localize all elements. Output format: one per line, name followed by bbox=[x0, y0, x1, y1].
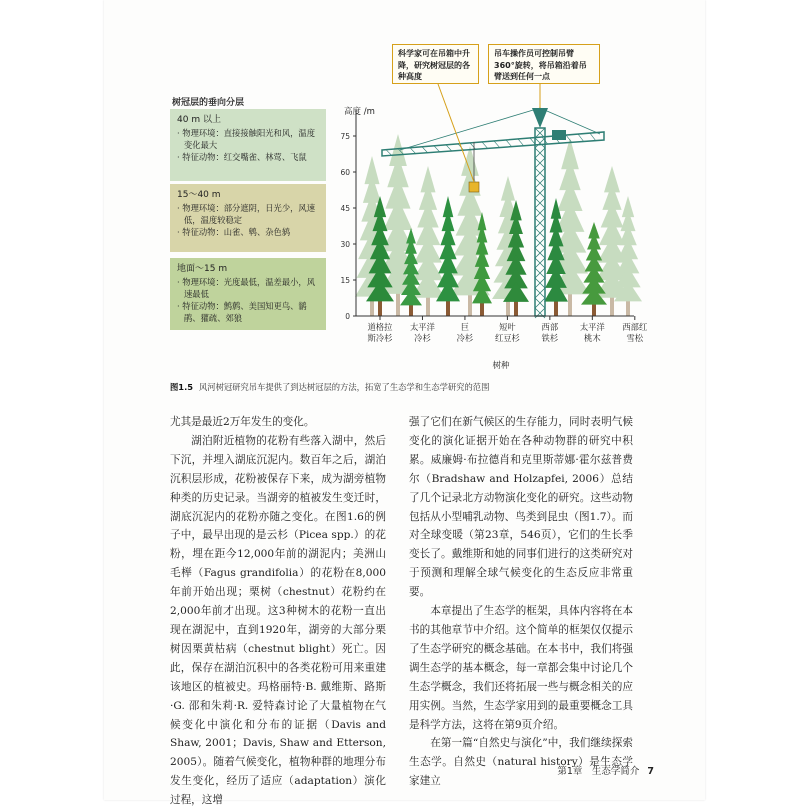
paragraph: 本章提出了生态学的框架，具体内容将在本书的其他章节中介绍。这个简单的框架仅仅提示了生态学研究的概念基础。在本书中，我们将强调生态学的基本概念，每一章都会集中讨论几个生态学概念，我们还将拓展一些与概念相关的应用实例。当然，生态学家用到的最重要概念工具是科学方法，这将在第9页介绍。 bbox=[409, 605, 633, 731]
layers-title: 树冠层的垂向分层 bbox=[172, 98, 245, 108]
crane-lattice bbox=[590, 133, 596, 141]
y-tick-label: 0 bbox=[345, 312, 350, 321]
x-tick-label bbox=[580, 322, 605, 343]
layer-top-line: · 特征动物：红交嘴雀、林莺、飞鼠 bbox=[177, 152, 307, 162]
layer-top-line: · 物理环境：直接接触阳光和风，温度变化最大 bbox=[177, 128, 316, 150]
paragraph: 强了它们在新气候区的生存能力，同时表明气候变化的演化证据开始在各种动物群的研究中积累。威廉姆·布拉德肖和克里斯蒂娜·霍尔兹普费尔（Bradshaw and Holzapfei, 2006）总结了几个记录北方动物演化变化的研究。这些动物包括从小型哺乳动物、鸟类到昆虫（图1.7）。而对全球变暖（第23章，546页），它们的生长季变长了。戴维斯和她的同事们进行的这类研究对于预测和理解全球气候变化的生态反应非常重要。 bbox=[409, 416, 633, 599]
x-tick-label bbox=[410, 322, 435, 343]
crane-lattice bbox=[470, 143, 476, 150]
crane-lattice bbox=[518, 139, 524, 146]
species-tree bbox=[436, 196, 460, 316]
layer-mid-title: 15～40 m bbox=[177, 190, 221, 200]
x-tick-label bbox=[457, 322, 474, 343]
y-tick-label: 60 bbox=[340, 168, 350, 177]
callout-box-right: 吊车操作员可控制吊臂360°旋转，将吊箱沿着吊臂送到任何一点 bbox=[488, 44, 600, 84]
x-tick-label-line: 斯冷杉 bbox=[367, 333, 393, 343]
crane-lattice bbox=[446, 145, 452, 152]
x-tick-label-line: 太平洋 bbox=[579, 322, 605, 332]
body-column-left bbox=[170, 413, 386, 810]
layer-bottom-line: · 特征动物：鹪鹩、美国知更鸟、鹟鹃、獾疏、郊狼 bbox=[177, 301, 307, 323]
x-tick-label bbox=[622, 322, 648, 343]
crane-lattice bbox=[578, 134, 584, 142]
x-tick-label-line: 太平洋 bbox=[410, 322, 435, 332]
layer-bottom-title: 地面～15 m bbox=[177, 264, 228, 274]
layer-mid-line: · 特征动物：山雀、鹎、杂色鸫 bbox=[177, 227, 291, 237]
x-tick-label-line: 西部红 bbox=[622, 322, 648, 332]
paragraph: 尤其是最近2万年发生的变化。 bbox=[170, 416, 315, 428]
layer-top-title: 40 m 以上 bbox=[177, 115, 221, 125]
x-tick-label-line: 铁杉 bbox=[541, 333, 559, 343]
canopy-gondola bbox=[469, 182, 479, 192]
x-tick-label-line: 短叶 bbox=[499, 322, 516, 332]
x-tick-label-line: 冷杉 bbox=[414, 333, 431, 343]
x-axis-label: 树种 bbox=[492, 361, 510, 371]
body-column-right bbox=[409, 413, 633, 791]
x-tick-label-line: 西部 bbox=[541, 322, 559, 332]
x-tick-label-line: 桃木 bbox=[584, 333, 601, 343]
page-footer bbox=[520, 763, 654, 777]
layer-bottom-line: · 物理环境：光度最低，温差最小，风速最低 bbox=[177, 277, 316, 299]
y-tick-label: 15 bbox=[340, 276, 350, 285]
x-tick-label-line: 巨 bbox=[460, 322, 470, 332]
crane-cable bbox=[400, 108, 540, 150]
crane-cable bbox=[540, 108, 600, 134]
y-tick-label: 45 bbox=[340, 204, 350, 213]
layer-mid-line: · 物理环境：部分遮阴，日光少，风速低，温度较稳定 bbox=[177, 203, 316, 225]
crane-lattice bbox=[494, 141, 500, 148]
crane-lattice bbox=[506, 140, 512, 147]
x-tick-label-line: 雪松 bbox=[626, 333, 644, 343]
y-axis-label: 高度 /m bbox=[344, 107, 375, 117]
callout-box-left: 科学家可在吊箱中升降，研究树冠层的各种高度 bbox=[392, 44, 479, 84]
crane-apex bbox=[532, 108, 548, 128]
x-tick-label-line: 道格拉 bbox=[367, 322, 393, 332]
page-number: 7 bbox=[647, 766, 654, 777]
x-tick-label-line: 红豆杉 bbox=[494, 333, 520, 343]
y-tick-label: 75 bbox=[340, 132, 350, 141]
crane-lattice bbox=[434, 146, 440, 152]
figure-caption bbox=[170, 381, 640, 393]
figure-label: 图1.5 bbox=[170, 382, 193, 392]
paragraph: 湖泊附近植物的花粉有些落入湖中，然后下沉，并埋入湖底沉泥内。数百年之后，湖泊沉积层形成，花粉被保存下来，成为湖旁植物种类的历史记录。当湖旁的植被发生变迁时，湖底沉泥内的花粉亦随之变化。在图1.6的例子中，最早出现的是云杉（Picea spp.）的花粉，埋在距今12,000年前的湖泥内；美洲山毛榉（Fagus grandifolia）的花粉在8,000年前开始出现；栗树（chestnut）花粉约在2,000年前才出现。这3种树木的花粉一直出现在湖泥中，直到1920年，湖旁的大部分栗树因栗黄枯病（chestnut blight）死亡。因此，保存在湖泊沉积中的各类花粉可用来重建该地区的植被史。玛格丽特·B. 戴维斯、路斯·G. 邵和朱莉·R. 爱特森讨论了大量植物在气候变化中演化和分布的证据（Davis and Shaw, 2001；Davis, Shaw and Etterson, 2005）。随着气候变化，植物种群的地理分布发生变化，经历了适应（adaptation）演化过程，这增 bbox=[170, 434, 386, 807]
x-tick-label bbox=[542, 322, 559, 343]
crane-lattice bbox=[482, 142, 488, 149]
caption-text: 风河树冠研究吊车提供了到达树冠层的方法，拓宽了生态学和生态学研究的范围 bbox=[199, 382, 490, 392]
paragraph: 在第一篇“自然史与演化”中，我们继续探索生态学。自然史（natural history）是生态学家建立 bbox=[409, 737, 633, 788]
footer-chapter: 第1章 生态学简介 bbox=[557, 766, 640, 777]
y-tick-label: 30 bbox=[340, 240, 350, 249]
canopy-height-chart bbox=[0, 0, 800, 400]
crane-counterweight bbox=[552, 130, 566, 140]
callout-leader-left bbox=[438, 84, 474, 182]
x-tick-label bbox=[368, 322, 394, 343]
x-tick-label bbox=[495, 322, 521, 343]
x-tick-label-line: 冷杉 bbox=[456, 333, 474, 343]
